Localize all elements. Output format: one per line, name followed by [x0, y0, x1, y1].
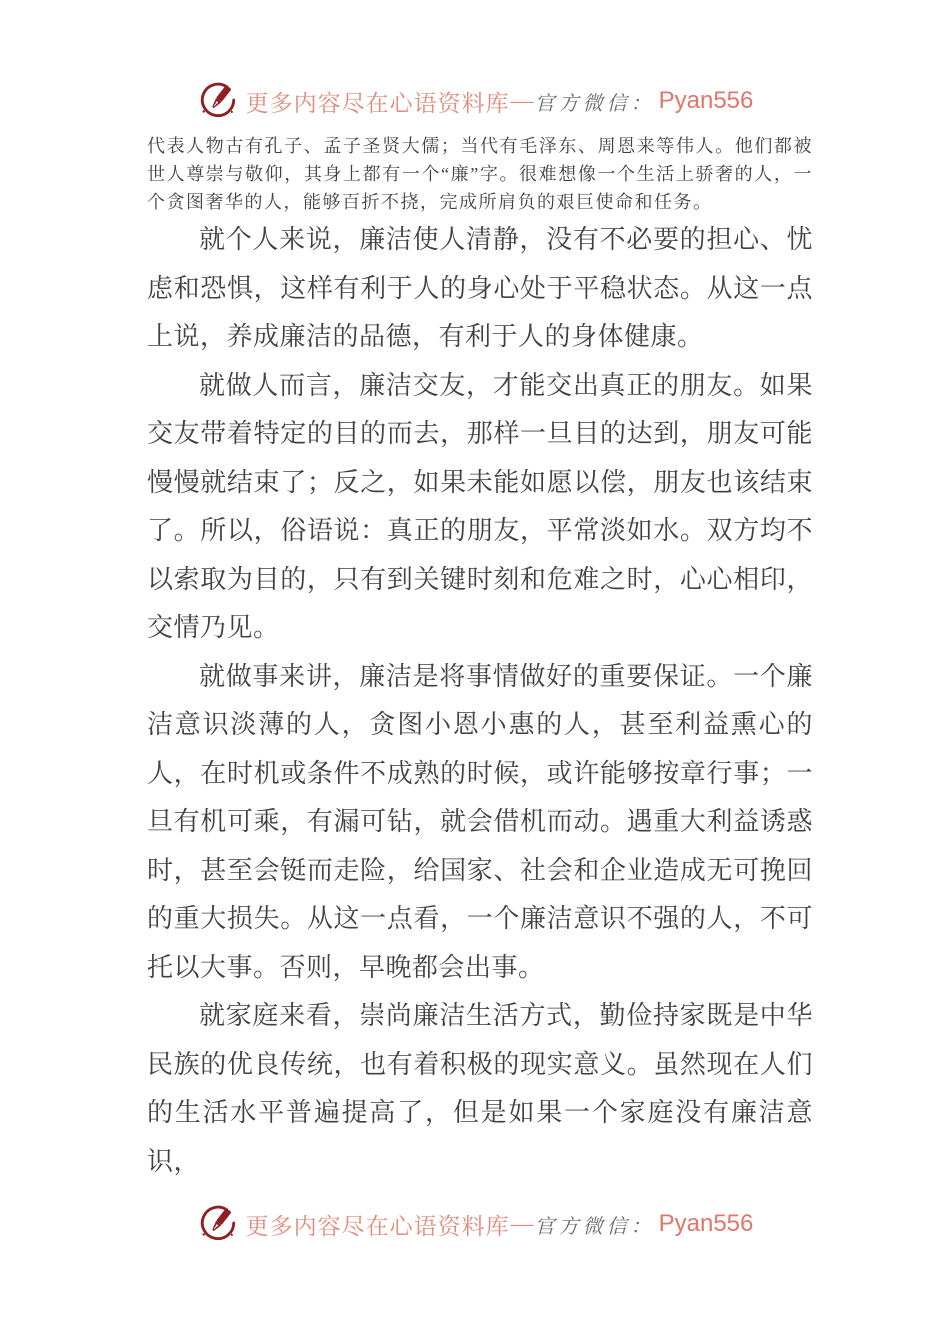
em-dash: —	[510, 1211, 534, 1236]
wechat-id: Pyan556	[658, 87, 754, 114]
wechat-label: 官方微信：	[534, 1215, 655, 1238]
paragraph: 代表人物古有孔子、孟子圣贤大儒；当代有毛泽东、周恩来等伟人。他们都被世人尊崇与敬仰，其身上都有一个“廉”字。很难想像一个生活上骄奢的人，一个贪图奢华的人，能够百折不挠，完成所肩负的艰巨使命和任务。	[147, 136, 813, 212]
brand-text: 更多内容尽在心语资料库	[245, 90, 510, 116]
paragraph: 就做人而言，廉洁交友，才能交出真正的朋友。如果交友带着特定的目的而去，那样一旦目的达到，朋友可能慢慢就结束了；反之，如果未能如愿以偿，朋友也该结束了。所以，俗语说：真正的朋友，平常淡如水。双方均不以索取为目的，只有到关键时刻和危难之时，心心相印，交情乃见。	[147, 370, 813, 642]
wechat-id: Pyan556	[658, 1210, 754, 1237]
document-body	[147, 132, 813, 1186]
wechat-label: 官方微信：	[534, 92, 655, 115]
pen-seal-logo-icon	[197, 79, 239, 123]
footer-watermark	[0, 1202, 950, 1246]
paragraph: 就家庭来看，崇尚廉洁生活方式，勤俭持家既是中华民族的优良传统，也有着积极的现实意义。虽然现在人们的生活水平普遍提高了，但是如果一个家庭没有廉洁意识，	[147, 1001, 813, 1176]
brand-text: 更多内容尽在心语资料库	[245, 1213, 510, 1239]
paragraph: 就做事来讲，廉洁是将事情做好的重要保证。一个廉洁意识淡薄的人，贪图小恩小惠的人，甚至利益熏心的人，在时机或条件不成熟的时候，或许能够按章行事；一旦有机可乘，有漏可钻，就会借机而动。遇重大利益诱惑时，甚至会铤而走险，给国家、社会和企业造成无可挽回的重大损失。从这一点看，一个廉洁意识不强的人，不可托以大事。否则，早晚都会出事。	[147, 661, 813, 982]
paragraph: 就个人来说，廉洁使人清静，没有不必要的担心、忧虑和恐惧，这样有利于人的身心处于平稳状态。从这一点上说，养成廉洁的品德，有利于人的身体健康。	[147, 225, 813, 351]
em-dash: —	[510, 88, 534, 113]
pen-seal-logo-icon	[197, 1202, 239, 1246]
header-watermark	[0, 79, 950, 123]
